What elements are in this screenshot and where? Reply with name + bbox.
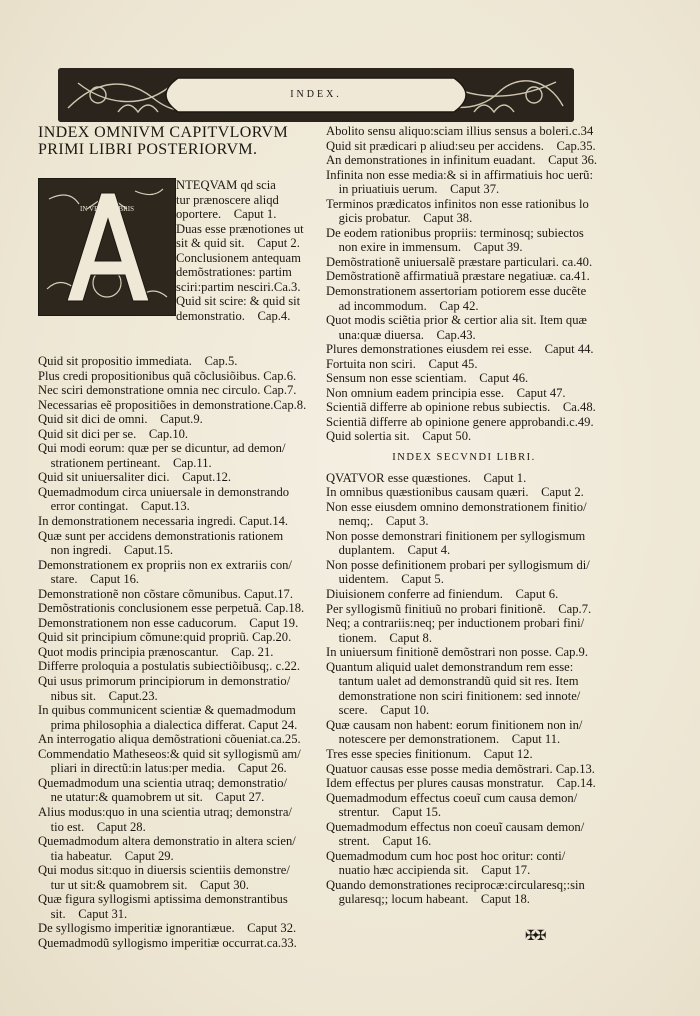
index-entry-line: An interrogatio aliqua demõstrationi cõueniat.ca.25. (38, 732, 301, 747)
index-entry-line: tur ut sit:& quamobrem sit. Caput 30. (38, 877, 249, 892)
index-entry-line: Quemadmodũ syllogismo imperitiæ occurrat.ca.33. (38, 935, 297, 950)
index-entry-line: Plus credi propositionibus quã cõclusiõibus. Cap.6. (38, 368, 297, 383)
index-entry-line: Infinita non esse media:& si in affirmatiuis hoc uerũ: (326, 167, 593, 182)
index-entry-line: sciri:partim nesciri.Ca.3. (176, 279, 301, 294)
index-entry-line: gularesq;; locum habeant. Caput 18. (326, 892, 530, 907)
index-entry-line: Differre proloquia a postulatis subiectiõibusq;. c.22. (38, 659, 301, 674)
initial-text-lines (176, 178, 316, 323)
right-column (326, 124, 602, 907)
index-entry-line: ne utatur:& quamobrem ut sit. Caput 27. (38, 790, 265, 805)
index-entry-line: nuatio hæc accipienda sit. Caput 17. (326, 863, 531, 878)
index-entry-line: Quot modis sciẽtia prior & certior alia sit. Item quæ (326, 313, 587, 328)
index-entry-line: Commendatio Matheseos:& quid sit syllogismũ am/ (38, 746, 301, 761)
index-entry-line: Demõstrationẽ affirmatiuã præstare negatiuæ. ca.41. (326, 269, 590, 284)
index-entry-line: demõstrationes: partim (176, 265, 292, 280)
index-entry-line: Necessarias eẽ propositiões in demonstratione.Cap.8. (38, 397, 307, 412)
index-entry-line: Quæ figura syllogismi aptissima demonstrantibus (38, 892, 288, 907)
index-entry-line: In uniuersum finitionẽ demõstrari non posse. Cap.9. (326, 645, 588, 660)
decorated-initial-a (38, 178, 176, 316)
index-entry-line: tur prænoscere aliqd (176, 192, 279, 207)
index-entry-line: demonstratio. Cap.4. (176, 308, 291, 323)
index-entry-line: oportere. Caput 1. (176, 207, 277, 222)
index-entry-line: Conclusionem antequam (176, 250, 301, 265)
second-book-heading: INDEX SECVNDI LIBRI. (392, 452, 536, 464)
index-entry-line: Quæ sunt per accidens demonstrationis rationem (38, 528, 284, 543)
index-entry-line: Nec sciri demonstratione omnia nec circulo. Cap.7. (38, 383, 297, 398)
index-entry-line: tionem. Caput 8. (326, 630, 432, 645)
index-entry-line: Abolito sensu aliquo:sciam illius sensus a boleri.c.34 (326, 124, 594, 138)
index-entry-line: Quid sit dici per se. Cap.10. (38, 426, 189, 441)
index-entry-line: Idem effectus per plures causas monstratur. Cap.14. (326, 776, 596, 791)
index-entry-line: Qui usus primorum principiorum in demonstratio/ (38, 674, 291, 689)
index-entry-line: prima philosophia a dialectica differat. Caput 24. (38, 717, 298, 732)
index-entry-line: non ingredi. Caput.15. (38, 543, 174, 558)
index-entry-line: Diuisionem conferre ad finiendum. Caput 6. (326, 586, 559, 601)
index-entry-line: Quid sit prædicari p aliud:seu per accidens. Cap.35. (326, 138, 596, 153)
index-entry-line: Demonstrationem ex propriis non ex extrariis con/ (38, 557, 292, 572)
index-entry-line: Quid sit scire: & quid sit (176, 294, 301, 309)
index-entry-line: Demonstrationem assertoriam potiorem esse ducẽte (326, 284, 587, 299)
index-entry-line: sit & quid sit. Caput 2. (176, 236, 300, 251)
index-entry-line: Quantum aliquid ualet demonstrandum rem esse: (326, 659, 574, 674)
right-entries-book1 (326, 124, 602, 444)
index-entry-line: Fortuita non sciri. Caput 45. (326, 356, 478, 371)
index-entry-line: Quemadmodum effectus non coeuĩ causam demon/ (326, 819, 585, 834)
index-entry-line: uidentem. Caput 5. (326, 572, 444, 587)
index-entry-line: An demonstrationes in infinitum euadant. Caput 36. (326, 153, 598, 168)
end-ornament: ✠✠ (525, 929, 545, 944)
title-line-1: INDEX OMNIVM CAPITVLORVM (38, 124, 289, 141)
index-entry-line: Scientiã differre ab opinione genere approbandi.c.49. (326, 414, 594, 429)
index-entry-line: ad incommodum. Cap 42. (326, 298, 479, 313)
index-entry-line: nemq;. Caput 3. (326, 514, 429, 529)
index-entry-line: NTEQVAM qd scia (176, 178, 276, 192)
index-entry-line: De eodem rationibus propriis: terminosq; subiectos (326, 225, 584, 240)
index-entry-line: Per syllogismũ finitiuũ no probari finitionẽ. Cap.7. (326, 601, 592, 616)
index-entry-line: stare. Caput 16. (38, 572, 140, 587)
index-entry-line: strent. Caput 16. (326, 834, 432, 849)
index-entry-line: Quid sit principium cõmune:quid propriũ. Cap.20. (38, 630, 292, 645)
index-entry-line: in priuatiuis uerum. Caput 37. (326, 182, 500, 197)
index-entry-line: Demõstrationẽ uniuersalẽ præstare particulari. ca.40. (326, 254, 593, 269)
index-entry-line: Demõstrationis conclusionem esse perpetuã. Cap.18. (38, 601, 305, 616)
index-entry-line: Scientiã differre ab opinione rebus subiectis. Ca.48. (326, 400, 596, 415)
index-entry-line: Non esse eiusdem omnino demonstrationem finitio/ (326, 499, 587, 514)
index-entry-line: non exire in immensum. Caput 39. (326, 240, 523, 255)
index-entry-line: gicis probatur. Caput 38. (326, 211, 473, 226)
index-entry-line: Alius modus:quo in una scientia utraq; demonstra/ (38, 804, 292, 819)
left-entries (38, 354, 316, 950)
index-entry-line: In quibus communicent scientiæ & quemadmodum (38, 703, 296, 718)
index-entry-line: error contingat. Caput.13. (38, 499, 190, 514)
index-entry-line: Demonstrationẽ non cõstare cõmunibus. Caput.17. (38, 586, 293, 601)
banner-title: INDEX. (290, 89, 342, 100)
index-entry-line: Plures demonstrationes eiusdem rei esse. Caput 44. (326, 342, 594, 357)
index-entry-line: scere. Caput 10. (326, 703, 430, 718)
index-entry-line: Neq; a contrariis:neq; per inductionem probari fini/ (326, 616, 585, 631)
index-entry-line: Quemadmodum una scientia utraq; demonstratio/ (38, 775, 288, 790)
index-entry-line: Quid sit dici de omni. Caput.9. (38, 412, 203, 427)
index-entry-line: In omnibus quæstionibus causam quæri. Caput 2. (326, 485, 584, 500)
index-entry-line: Quid sit uniuersaliter dici. Caput.12. (38, 470, 232, 485)
index-entry-line: Duas esse prænotiones ut (176, 221, 304, 236)
index-entry-line: Terminos prædicatos infinitos non esse rationibus lo (326, 196, 589, 211)
index-entry-line: Quando demonstrationes reciprocæ:circularesq;:sin (326, 877, 585, 892)
index-entry-line: tantum ualet ad demonstrandũ quid sit res. Item (326, 674, 579, 689)
index-entry-line: Qui modi eorum: quæ per se dicuntur, ad demon/ (38, 441, 286, 456)
page-title (38, 124, 316, 158)
index-entry-line: pliari in directũ:in latus:per media. Caput 26. (38, 761, 287, 776)
index-entry-line: Quid solertia sit. Caput 50. (326, 429, 472, 444)
index-entry-line: strentur. Caput 15. (326, 805, 442, 820)
initial-motto: IN VENERE BRIS (80, 205, 134, 213)
index-entry-line: Non omnium eadem principia esse. Caput 47. (326, 385, 566, 400)
index-entry-line: Quemadmodum altera demonstratio in altera scien/ (38, 834, 296, 849)
left-column (38, 124, 316, 950)
initial-block (38, 178, 316, 354)
index-entry-line: sit. Caput 31. (38, 906, 128, 921)
index-entry-line: Demonstrationem non esse caducorum. Caput 19. (38, 615, 299, 630)
index-entry-line: nibus sit. Caput.23. (38, 688, 158, 703)
header-ornament-banner (58, 68, 574, 122)
index-entry-line: Non posse definitionem probari per syllogismum di/ (326, 557, 590, 572)
index-entry-line: Quot modis principia prænoscantur. Cap. 21. (38, 644, 274, 659)
index-entry-line: De syllogismo imperitiæ ignorantiæue. Caput 32. (38, 921, 297, 936)
index-entry-line: Quæ causam non habent: eorum finitionem non in/ (326, 717, 583, 732)
index-entry-line: Quemadmodum circa uniuersale in demonstrando (38, 484, 290, 499)
index-entry-line: notescere per demonstrationem. Caput 11. (326, 732, 561, 747)
index-entry-line: duplantem. Caput 4. (326, 543, 451, 558)
index-entry-line: Quid sit propositio immediata. Cap.5. (38, 354, 238, 368)
index-entry-line: Non posse demonstrari finitionem per syllogismum (326, 528, 586, 543)
right-entries-book2 (326, 471, 602, 907)
index-entry-line: Sensum non esse scientiam. Caput 46. (326, 371, 529, 386)
index-entry-line: una:quæ diuersa. Cap.43. (326, 327, 476, 342)
woodcut-initial-icon (39, 179, 175, 315)
index-entry-line: Quatuor causas esse posse media demõstrari. Cap.13. (326, 761, 595, 776)
index-entry-line: tia habeatur. Caput 29. (38, 848, 174, 863)
title-line-2: PRIMI LIBRI POSTERIORVM. (38, 141, 258, 158)
index-entry-line: strationem pertineant. Cap.11. (38, 455, 212, 470)
index-entry-line: Qui modus sit:quo in diuersis scientiis demonstre/ (38, 863, 290, 878)
index-entry-line: demonstratione non sciri finitionem: sed innote/ (326, 688, 581, 703)
index-entry-line: Tres esse species finitionum. Caput 12. (326, 746, 533, 761)
index-entry-line: QVATVOR esse quæstiones. Caput 1. (326, 470, 527, 485)
index-entry-line: Quemadmodum effectus coeuĩ cum causa demon/ (326, 790, 578, 805)
index-entry-line: Quemadmodum cum hoc post hoc oritur: conti/ (326, 848, 566, 863)
index-entry-line: tio est. Caput 28. (38, 819, 146, 834)
index-entry-line: In demonstrationem necessaria ingredi. Caput.14. (38, 514, 289, 529)
